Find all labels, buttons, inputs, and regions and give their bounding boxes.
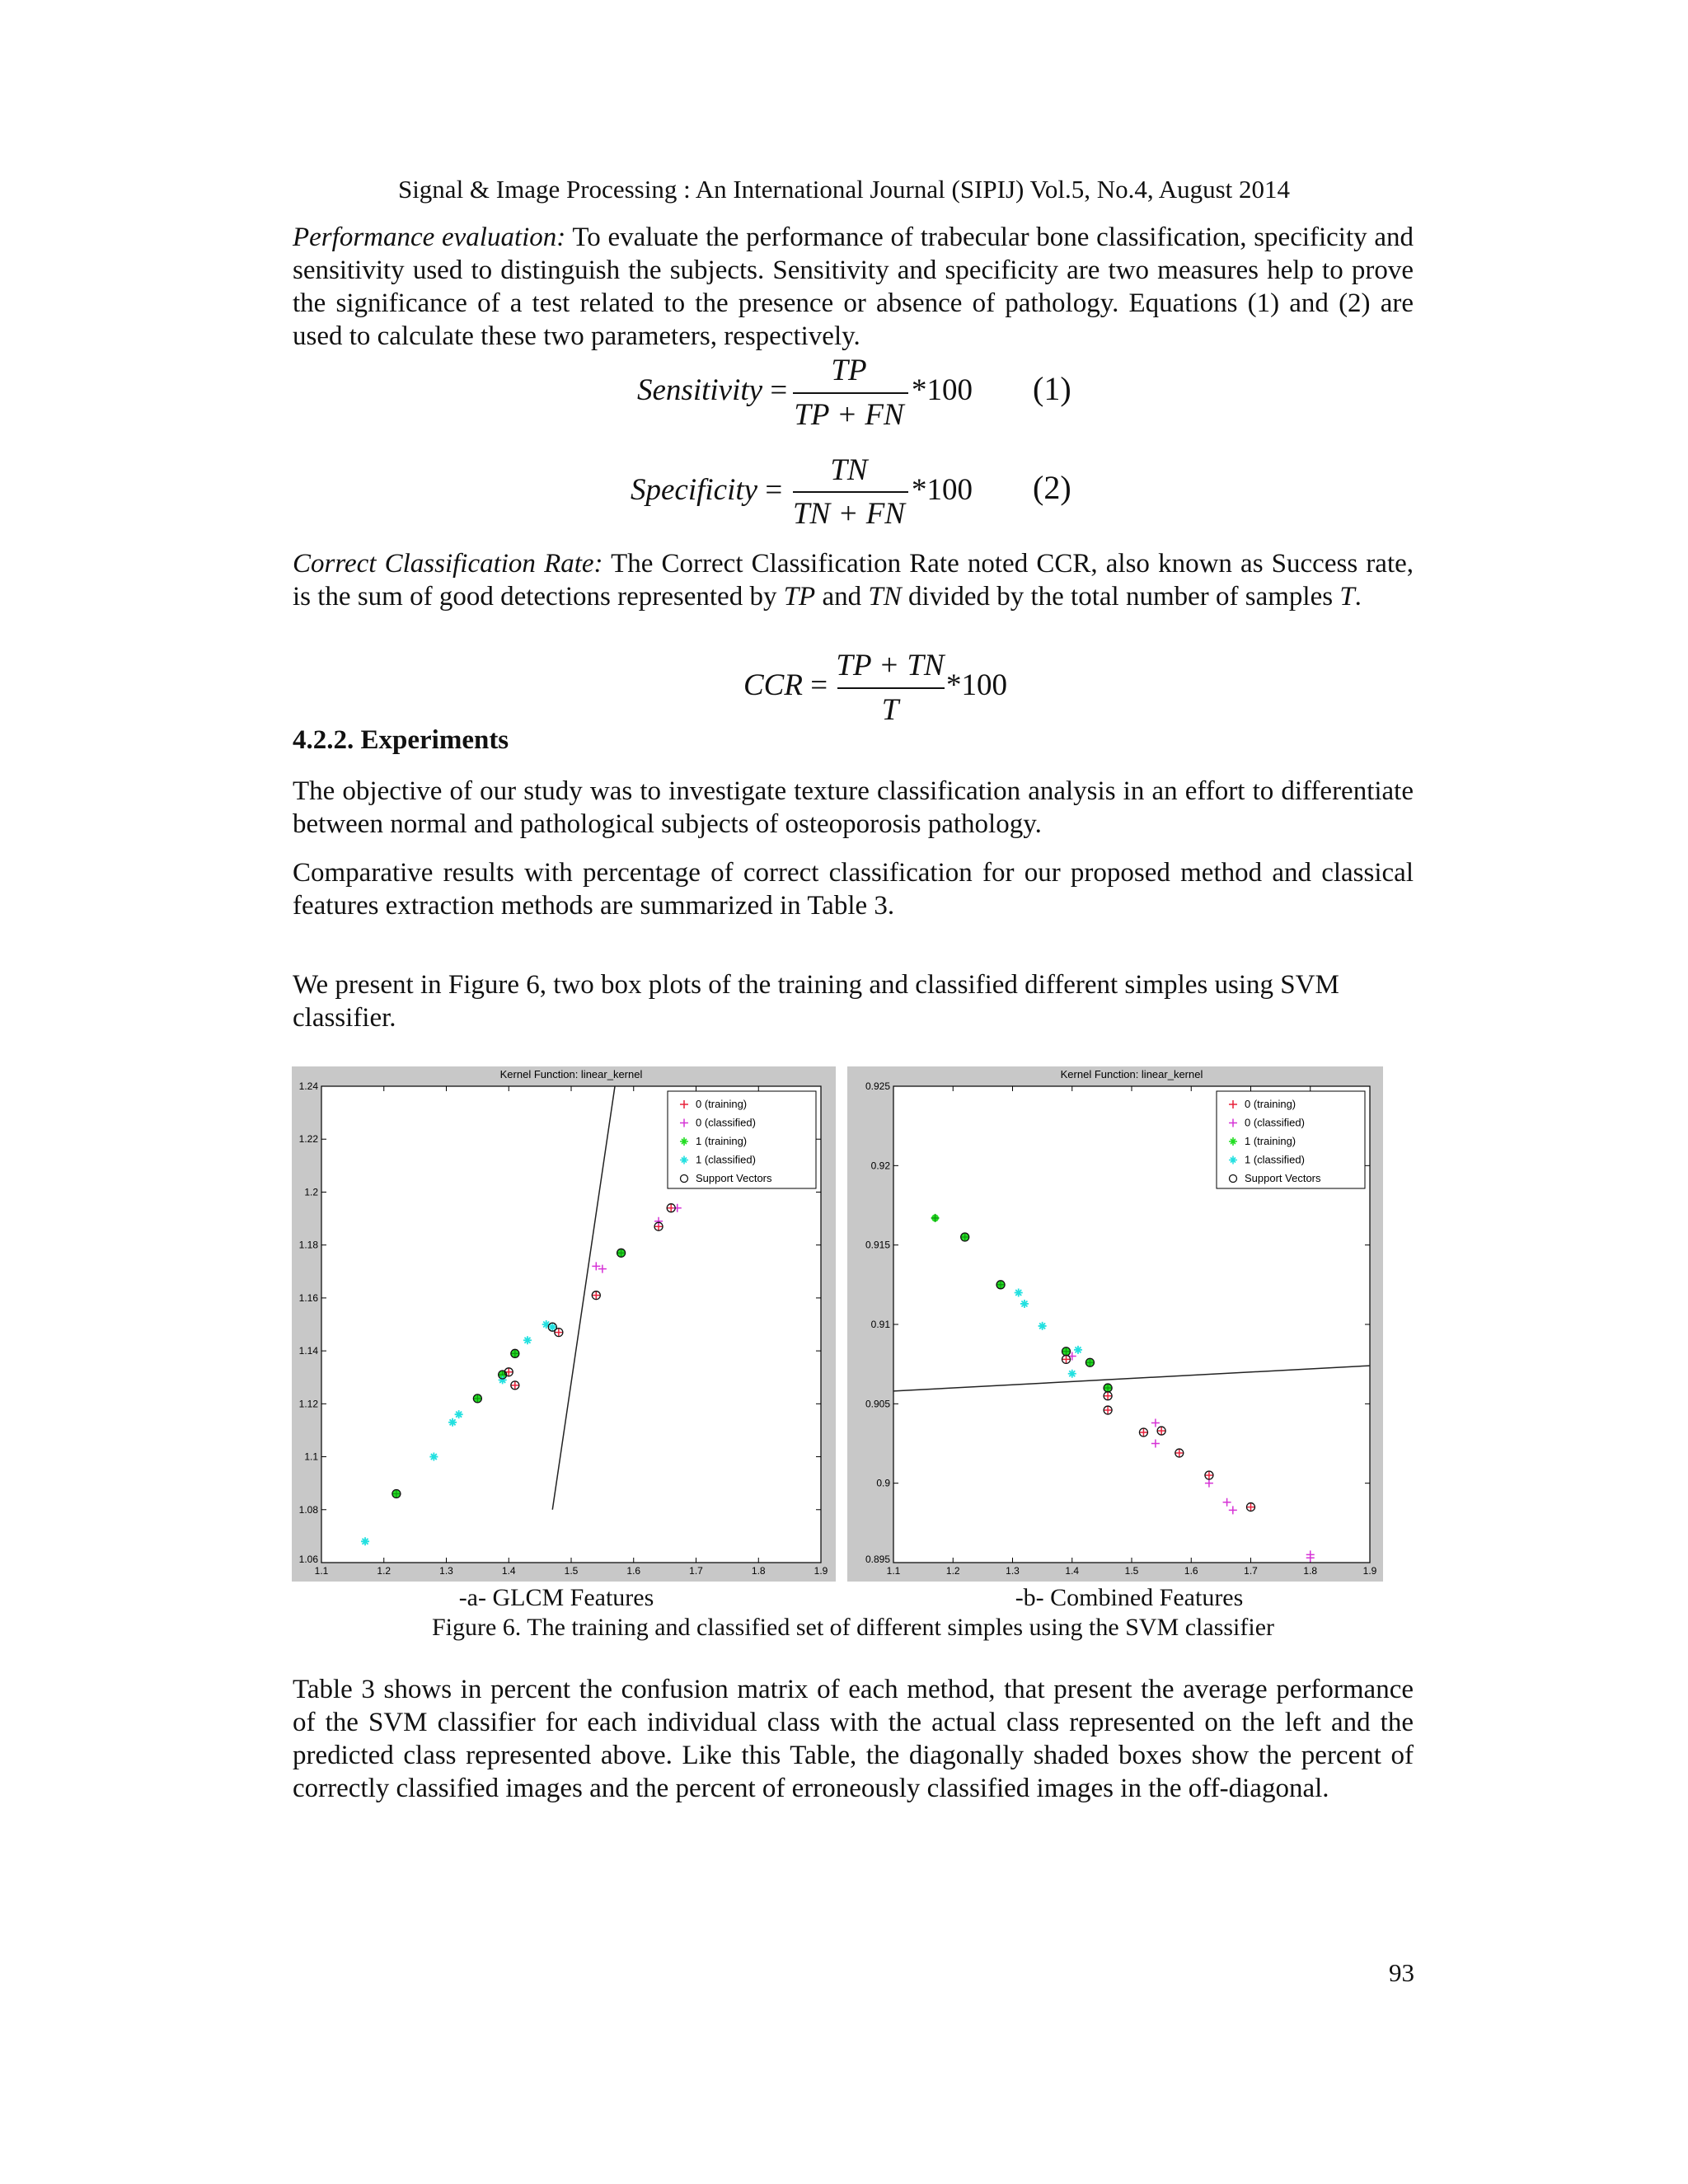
running-header: Signal & Image Processing : An International Journal (SIPIJ) Vol.5, No.4, August 2014 [397, 175, 1291, 204]
x-tick-label: 1.3 [439, 1565, 453, 1577]
y-tick-label: 1.16 [298, 1291, 318, 1304]
eq1-lhs: Sensitivity = [637, 373, 788, 407]
y-tick-label: 0.925 [865, 1080, 890, 1092]
x-tick-label: 1.4 [501, 1565, 516, 1577]
legend-label: 1 (training) [696, 1135, 748, 1147]
perf-eval-label: Performance evaluation: [293, 223, 566, 252]
eq1-numerator: TP [831, 354, 867, 387]
y-tick-label: 0.905 [865, 1398, 890, 1410]
chart-title: Kernel Function: linear_kernel [499, 1068, 643, 1080]
x-tick-label: 1.6 [626, 1565, 641, 1577]
ccr-end: . [1354, 582, 1362, 612]
eq2-numerator: TN [830, 453, 868, 487]
ccr-text-b: divided by the total number of samples [901, 582, 1340, 612]
chart-glcm-svg [292, 1066, 836, 1582]
eq3-lhs: CCR = [743, 668, 828, 702]
x-tick-label: 1.5 [1124, 1565, 1139, 1577]
ccr-paragraph [293, 547, 1414, 613]
x-tick-label: 1.7 [689, 1565, 703, 1577]
eq3-denominator: T [881, 693, 899, 727]
eq2-number: (2) [1033, 469, 1071, 506]
eq2-lhs: Specificity = [631, 473, 783, 507]
legend-label: 1 (training) [1245, 1135, 1296, 1147]
chart-combined [847, 1066, 1383, 1582]
ccr-tp: TP [783, 582, 816, 612]
eq3-numerator: TP + TN [836, 649, 945, 682]
y-tick-label: 1.06 [298, 1554, 318, 1565]
ccr-t: T [1339, 582, 1355, 612]
y-tick-label: 1.22 [298, 1133, 318, 1146]
eq2-fraction-bar [793, 491, 908, 493]
x-tick-label: 1.8 [1303, 1565, 1318, 1577]
y-tick-label: 0.92 [870, 1160, 890, 1172]
ccr-tn: TN [868, 582, 902, 612]
y-tick-label: 1.18 [298, 1239, 318, 1251]
y-tick-label: 1.1 [304, 1451, 318, 1463]
x-tick-label: 1.2 [945, 1565, 960, 1577]
figure-intro-paragraph: We present in Figure 6, two box plots of the training and classified different simples using SVM classifier. [293, 970, 1339, 1033]
chart-combined-svg [847, 1066, 1383, 1582]
eq3-factor: *100 [946, 668, 1007, 702]
eq1-fraction-bar [793, 392, 908, 394]
y-tick-label: 1.24 [298, 1080, 318, 1092]
x-tick-label: 1.7 [1244, 1565, 1258, 1577]
eq1-number: (1) [1033, 370, 1071, 407]
x-tick-label: 1.1 [886, 1565, 901, 1577]
chart-glcm [292, 1066, 836, 1582]
ccr-and: and [815, 582, 869, 612]
x-tick-label: 1.4 [1065, 1565, 1080, 1577]
y-tick-label: 0.91 [870, 1319, 890, 1330]
x-tick-label: 1.6 [1184, 1565, 1198, 1577]
section-heading: 4.2.2. Experiments [293, 725, 509, 755]
caption-a: -a- GLCM Features [458, 1584, 654, 1611]
y-tick-label: 0.9 [876, 1477, 890, 1489]
y-tick-label: 1.2 [304, 1186, 318, 1198]
ccr-label: Correct Classification Rate: [293, 549, 603, 579]
x-tick-label: 1.8 [751, 1565, 766, 1577]
legend-label: Support Vectors [1245, 1172, 1321, 1184]
y-tick-label: 1.12 [298, 1398, 318, 1410]
legend-label: 0 (classified) [696, 1116, 756, 1129]
legend-label: Support Vectors [696, 1172, 772, 1184]
page-number: 93 [1389, 1958, 1414, 1987]
perf-eval-text: To evaluate the performance of trabecular bone classification, specificity and sensitivity used to distinguish the subjects. Sensitivity and specificity are two measures help to prove the significance of a test related to the presence or absence of pathology. Equations (1) and (2) are used to calculate these two parameters, respectively. [293, 223, 1414, 351]
y-tick-label: 0.895 [865, 1554, 890, 1565]
perf-eval-paragraph [293, 221, 1414, 353]
legend-label: 1 (classified) [1245, 1153, 1305, 1166]
legend-label: 0 (training) [696, 1098, 748, 1110]
x-tick-label: 1.1 [314, 1565, 329, 1577]
y-tick-label: 0.915 [865, 1239, 890, 1251]
eq1-denominator: TP + FN [794, 398, 904, 432]
legend-label: 1 (classified) [696, 1153, 756, 1166]
comparative-paragraph: Comparative results with percentage of correct classification for our proposed method and classical features extraction methods are summarized in Table 3. [293, 858, 1414, 921]
legend-label: 0 (classified) [1245, 1116, 1305, 1129]
y-tick-label: 1.08 [298, 1503, 318, 1516]
x-tick-label: 1.5 [564, 1565, 579, 1577]
figure-caption: Figure 6. The training and classified set of different simples using the SVM classifier [431, 1614, 1275, 1641]
objective-paragraph: The objective of our study was to investigate texture classification analysis in an effort to differentiate between normal and pathological subjects of osteoporosis pathology. [293, 776, 1414, 839]
eq1-factor: *100 [912, 373, 973, 407]
x-tick-label: 1.3 [1006, 1565, 1020, 1577]
chart-title: Kernel Function: linear_kernel [1060, 1068, 1203, 1080]
x-tick-label: 1.2 [377, 1565, 392, 1577]
ccr-text-a: The Correct Classification Rate noted CCR, also known as Success rate, is the sum of good detections represented by [293, 549, 1414, 612]
legend-label: 0 (training) [1245, 1098, 1296, 1110]
eq3-fraction-bar [837, 687, 945, 689]
x-tick-label: 1.9 [1362, 1565, 1377, 1577]
eq2-denominator: TN + FN [792, 497, 905, 531]
table-paragraph: Table 3 shows in percent the confusion matrix of each method, that present the average performance of the SVM classifier for each individual class with the actual class represented on the left and the predicted class represented above. Like this Table, the diagonally shaded boxes show the percent of correctly classified images and the percent of erroneously classified images in the off-diagonal. [293, 1675, 1414, 1803]
x-tick-label: 1.9 [814, 1565, 828, 1577]
caption-b: -b- Combined Features [1015, 1584, 1244, 1611]
eq2-factor: *100 [912, 473, 973, 507]
y-tick-label: 1.14 [298, 1345, 318, 1357]
